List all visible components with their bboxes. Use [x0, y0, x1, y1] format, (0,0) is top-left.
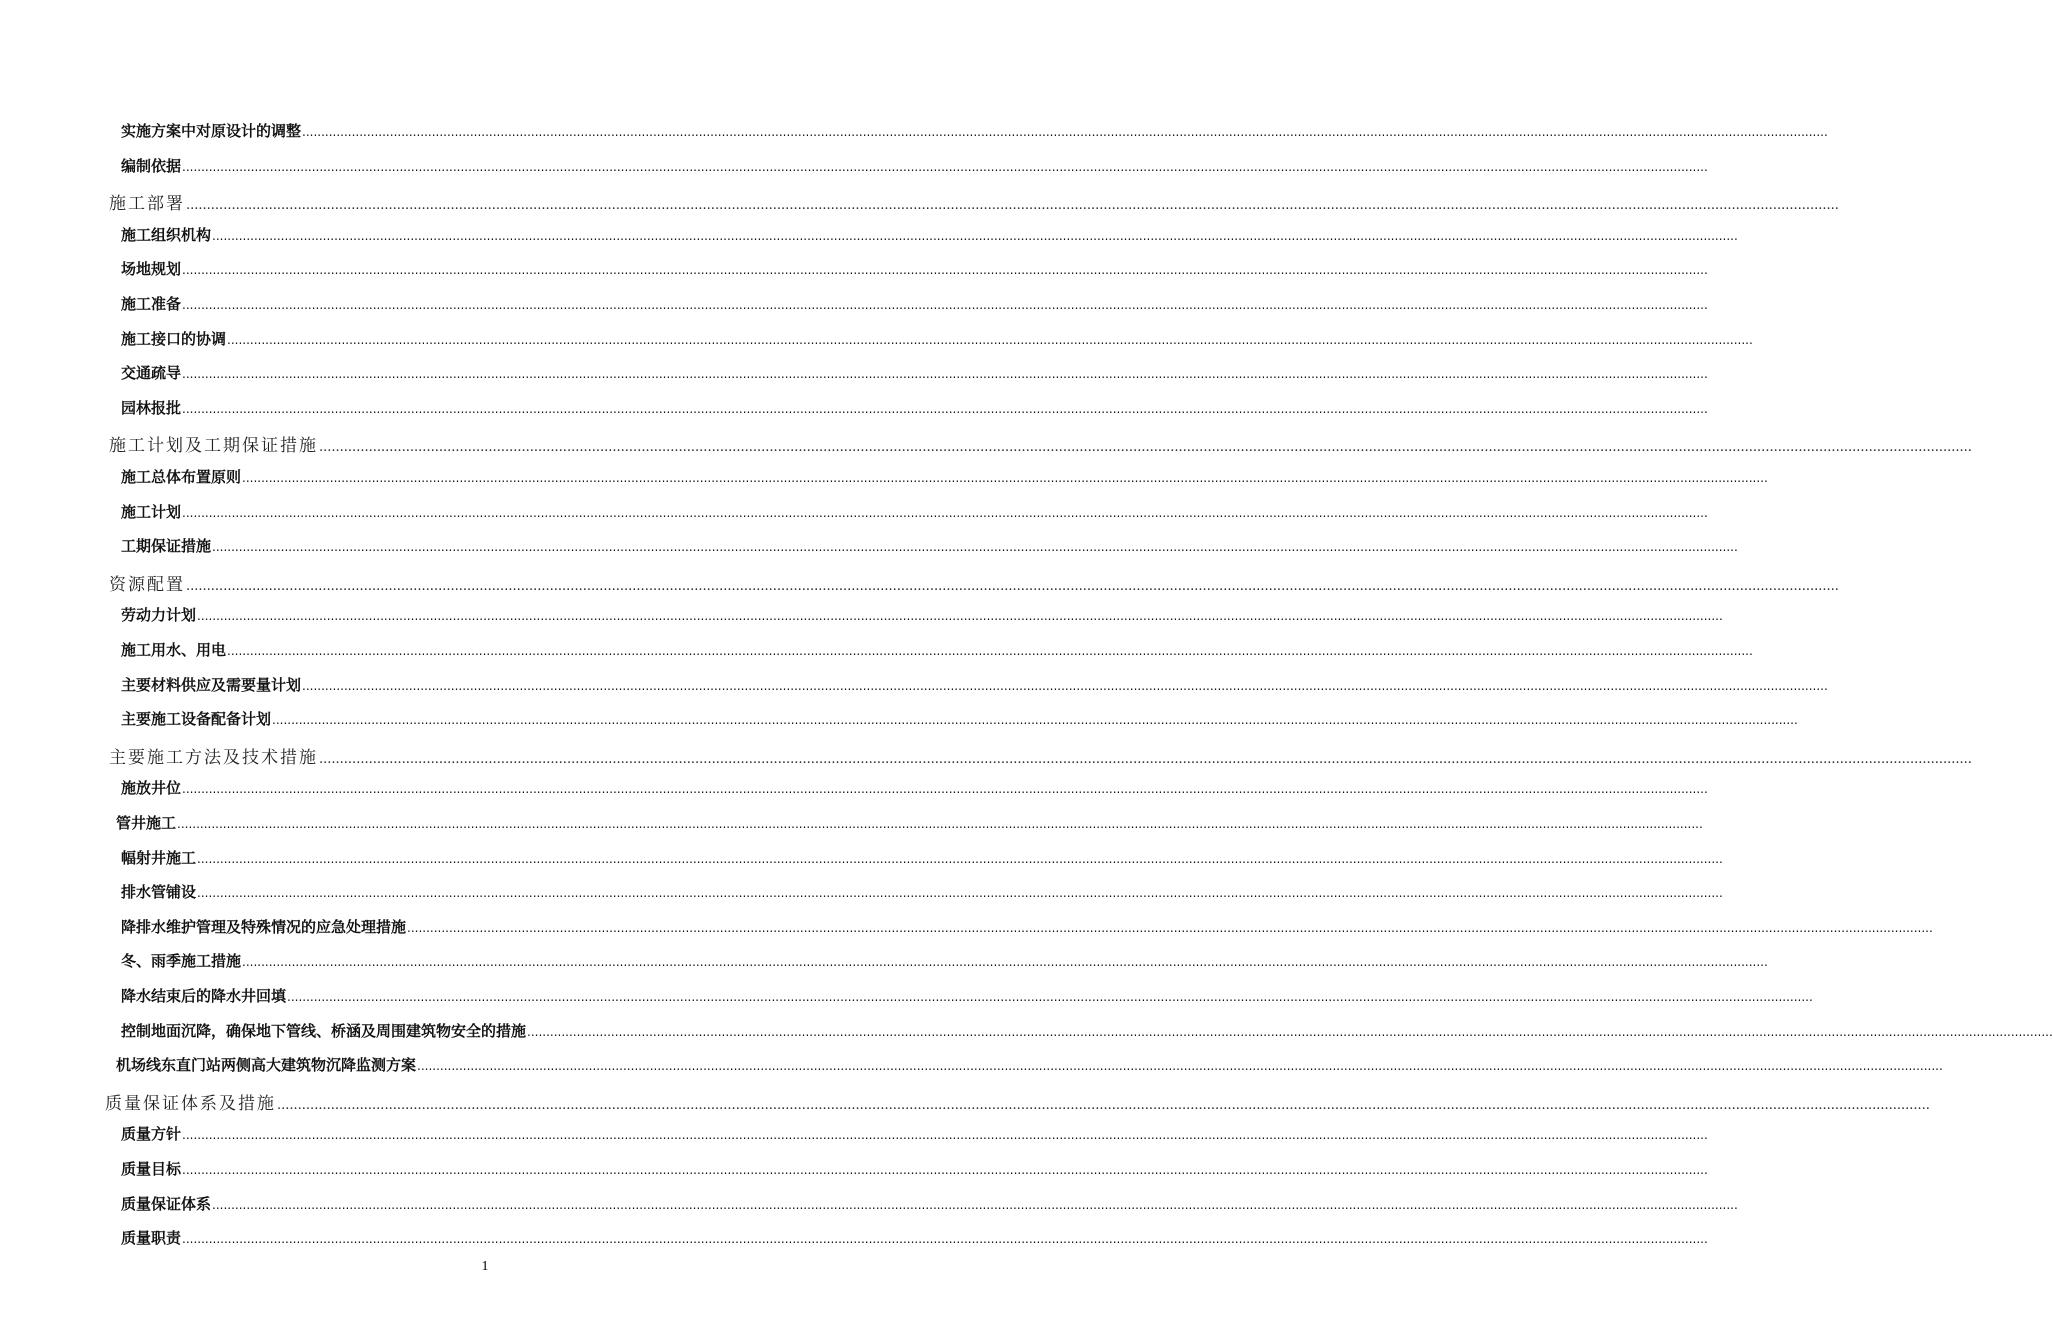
toc-entry-title: 施工组织机构	[121, 225, 212, 244]
toc-leader-dots: ................................................................................................................................................................................................................................................................................................................................................................................................................	[319, 440, 1972, 456]
toc-leader-dots: ................................................................................................................................................................................................................................................................................................................................................................................................................	[227, 332, 1753, 347]
toc-entry-title: 施工计划及工期保证措施	[109, 436, 318, 457]
toc-subsection-entry[interactable]	[121, 916, 1933, 937]
toc-subsection-entry[interactable]	[121, 950, 1768, 971]
toc-subsection-entry[interactable]	[121, 1020, 2053, 1041]
toc-leader-dots: ................................................................................................................................................................................................................................................................................................................................................................................................................	[212, 228, 1738, 243]
toc-subsection-entry[interactable]	[121, 847, 1723, 868]
toc-section-entry[interactable]	[109, 570, 1839, 595]
page-number: 1	[481, 1259, 489, 1274]
toc-subsection-entry[interactable]	[121, 1158, 1708, 1179]
toc-subsection-entry[interactable]	[121, 674, 1828, 695]
toc-subsection-entry[interactable]	[121, 328, 1753, 349]
toc-subsection-entry[interactable]	[121, 155, 1708, 176]
toc-leader-dots: ................................................................................................................................................................................................................................................................................................................................................................................................................	[182, 401, 1708, 416]
toc-subsection-entry[interactable]	[121, 224, 1738, 245]
toc-leader-dots: ................................................................................................................................................................................................................................................................................................................................................................................................................	[407, 920, 1933, 935]
toc-subsection-entry[interactable]	[121, 293, 1708, 314]
toc-leader-dots: ................................................................................................................................................................................................................................................................................................................................................................................................................	[182, 1163, 1708, 1177]
toc-entry-title: 质量职责	[121, 1229, 182, 1248]
toc-subsection-entry[interactable]	[121, 708, 1798, 729]
toc-subsection-entry[interactable]	[121, 1193, 1738, 1214]
toc-entry-title: 主要材料供应及需要量计划	[121, 675, 302, 694]
toc-entry-title: 管井施工	[116, 814, 177, 832]
toc-leader-dots: ................................................................................................................................................................................................................................................................................................................................................................................................................	[177, 817, 1703, 831]
toc-leader-dots: ................................................................................................................................................................................................................................................................................................................................................................................................................	[527, 1024, 2053, 1039]
toc-subsection-entry[interactable]	[121, 1227, 1708, 1248]
toc-entry-title: 质量保证体系	[121, 1194, 212, 1213]
toc-entry-title: 质量保证体系及措施	[105, 1093, 276, 1114]
toc-leader-dots: ................................................................................................................................................................................................................................................................................................................................................................................................................	[242, 471, 1768, 485]
toc-entry-title: 主要施工方法及技术措施	[109, 747, 318, 768]
toc-leader-dots: ................................................................................................................................................................................................................................................................................................................................................................................................................	[242, 955, 1768, 970]
toc-leader-dots: ................................................................................................................................................................................................................................................................................................................................................................................................................	[212, 540, 1738, 555]
toc-entry-title: 施工接口的协调	[121, 329, 227, 348]
toc-entry-title: 主要施工设备配备计划	[121, 710, 272, 729]
toc-leader-dots: ................................................................................................................................................................................................................................................................................................................................................................................................................	[186, 578, 1839, 594]
toc-leader-dots: ................................................................................................................................................................................................................................................................................................................................................................................................................	[186, 198, 1839, 214]
toc-leader-dots: ................................................................................................................................................................................................................................................................................................................................................................................................................	[302, 678, 1828, 693]
toc-entry-title: 质量方针	[121, 1125, 182, 1144]
toc-subsection-entry[interactable]	[121, 466, 1768, 487]
toc-leader-dots: ................................................................................................................................................................................................................................................................................................................................................................................................................	[182, 782, 1708, 797]
toc-entry-title: 场地规划	[121, 260, 182, 279]
toc-leader-dots: ................................................................................................................................................................................................................................................................................................................................................................................................................	[227, 644, 1753, 658]
toc-entry-title: 质量目标	[121, 1160, 182, 1178]
toc-leader-dots: ................................................................................................................................................................................................................................................................................................................................................................................................................	[287, 990, 1813, 1004]
toc-subsection-entry[interactable]	[121, 985, 1813, 1006]
toc-leader-dots: ................................................................................................................................................................................................................................................................................................................................................................................................................	[197, 886, 1723, 901]
toc-leader-dots: ................................................................................................................................................................................................................................................................................................................................................................................................................	[197, 851, 1723, 866]
toc-subsection-entry[interactable]	[121, 501, 1708, 522]
toc-leader-dots: ................................................................................................................................................................................................................................................................................................................................................................................................................	[319, 751, 1972, 767]
toc-entry-title: 施工计划	[121, 502, 182, 521]
toc-section-entry[interactable]	[109, 189, 1839, 215]
toc-leader-dots: ................................................................................................................................................................................................................................................................................................................................................................................................................	[197, 609, 1723, 624]
toc-entry-title: 降排水维护管理及特殊情况的应急处理措施	[121, 917, 407, 936]
toc-entry-title: 交通疏导	[121, 364, 182, 383]
toc-subsection-entry[interactable]	[121, 258, 1708, 279]
toc-leader-dots: ................................................................................................................................................................................................................................................................................................................................................................................................................	[182, 298, 1708, 312]
toc-entry-title: 幅射井施工	[121, 848, 197, 867]
toc-leader-dots: ................................................................................................................................................................................................................................................................................................................................................................................................................	[182, 159, 1708, 174]
toc-subsection-entry[interactable]	[121, 639, 1753, 660]
toc-subsection-entry[interactable]	[121, 120, 1828, 141]
toc-section-entry[interactable]	[105, 1089, 1930, 1114]
toc-entry-title: 劳动力计划	[121, 606, 197, 625]
toc-leader-dots: ................................................................................................................................................................................................................................................................................................................................................................................................................	[182, 505, 1708, 520]
toc-entry-title: 排水管铺设	[121, 883, 197, 902]
toc-entry-title: 控制地面沉降，确保地下管线、桥涵及周围建筑物安全的措施	[121, 1021, 527, 1040]
toc-entry-title: 实施方案中对原设计的调整	[121, 122, 302, 140]
toc-leader-dots: ................................................................................................................................................................................................................................................................................................................................................................................................................	[182, 263, 1708, 278]
toc-leader-dots: ................................................................................................................................................................................................................................................................................................................................................................................................................	[277, 1097, 1930, 1113]
toc-subsection-entry[interactable]	[121, 881, 1723, 902]
toc-subsection-entry[interactable]	[121, 362, 1708, 383]
toc-subsection-entry[interactable]	[121, 535, 1738, 556]
toc-section-entry[interactable]	[109, 743, 1972, 768]
toc-subsection-entry[interactable]	[121, 397, 1708, 418]
toc-leader-dots: ................................................................................................................................................................................................................................................................................................................................................................................................................	[182, 1232, 1708, 1247]
toc-entry-title: 施工总体布置原则	[121, 468, 242, 486]
toc-entry-title: 施工部署	[109, 194, 185, 215]
toc-subsection-entry[interactable]	[121, 1123, 1708, 1144]
toc-leader-dots: ................................................................................................................................................................................................................................................................................................................................................................................................................	[182, 1128, 1708, 1143]
toc-entry-title: 编制依据	[121, 156, 182, 175]
toc-leader-dots: ................................................................................................................................................................................................................................................................................................................................................................................................................	[417, 1059, 1943, 1074]
toc-entry-title: 资源配置	[109, 574, 185, 595]
toc-leader-dots: ................................................................................................................................................................................................................................................................................................................................................................................................................	[302, 125, 1828, 139]
toc-entry-title: 施工用水、用电	[121, 641, 227, 659]
toc-entry-title: 机场线东直门站两侧高大建筑物沉降监测方案	[116, 1056, 417, 1075]
toc-leader-dots: ................................................................................................................................................................................................................................................................................................................................................................................................................	[182, 367, 1708, 382]
toc-entry-title: 施工准备	[121, 295, 182, 313]
toc-subsection-entry[interactable]	[116, 1054, 1943, 1075]
toc-entry-title: 降水结束后的降水井回填	[121, 987, 287, 1005]
toc-entry-title: 冬、雨季施工措施	[121, 952, 242, 971]
toc-leader-dots: ................................................................................................................................................................................................................................................................................................................................................................................................................	[272, 713, 1798, 728]
toc-entry-title: 工期保证措施	[121, 537, 212, 556]
toc-leader-dots: ................................................................................................................................................................................................................................................................................................................................................................................................................	[212, 1197, 1738, 1212]
toc-subsection-entry[interactable]	[116, 812, 1703, 833]
toc-subsection-entry[interactable]	[121, 777, 1708, 798]
toc-entry-title: 园林报批	[121, 398, 182, 417]
toc-section-entry[interactable]	[109, 431, 1972, 457]
toc-subsection-entry[interactable]	[121, 604, 1723, 625]
toc-entry-title: 施放井位	[121, 779, 182, 798]
